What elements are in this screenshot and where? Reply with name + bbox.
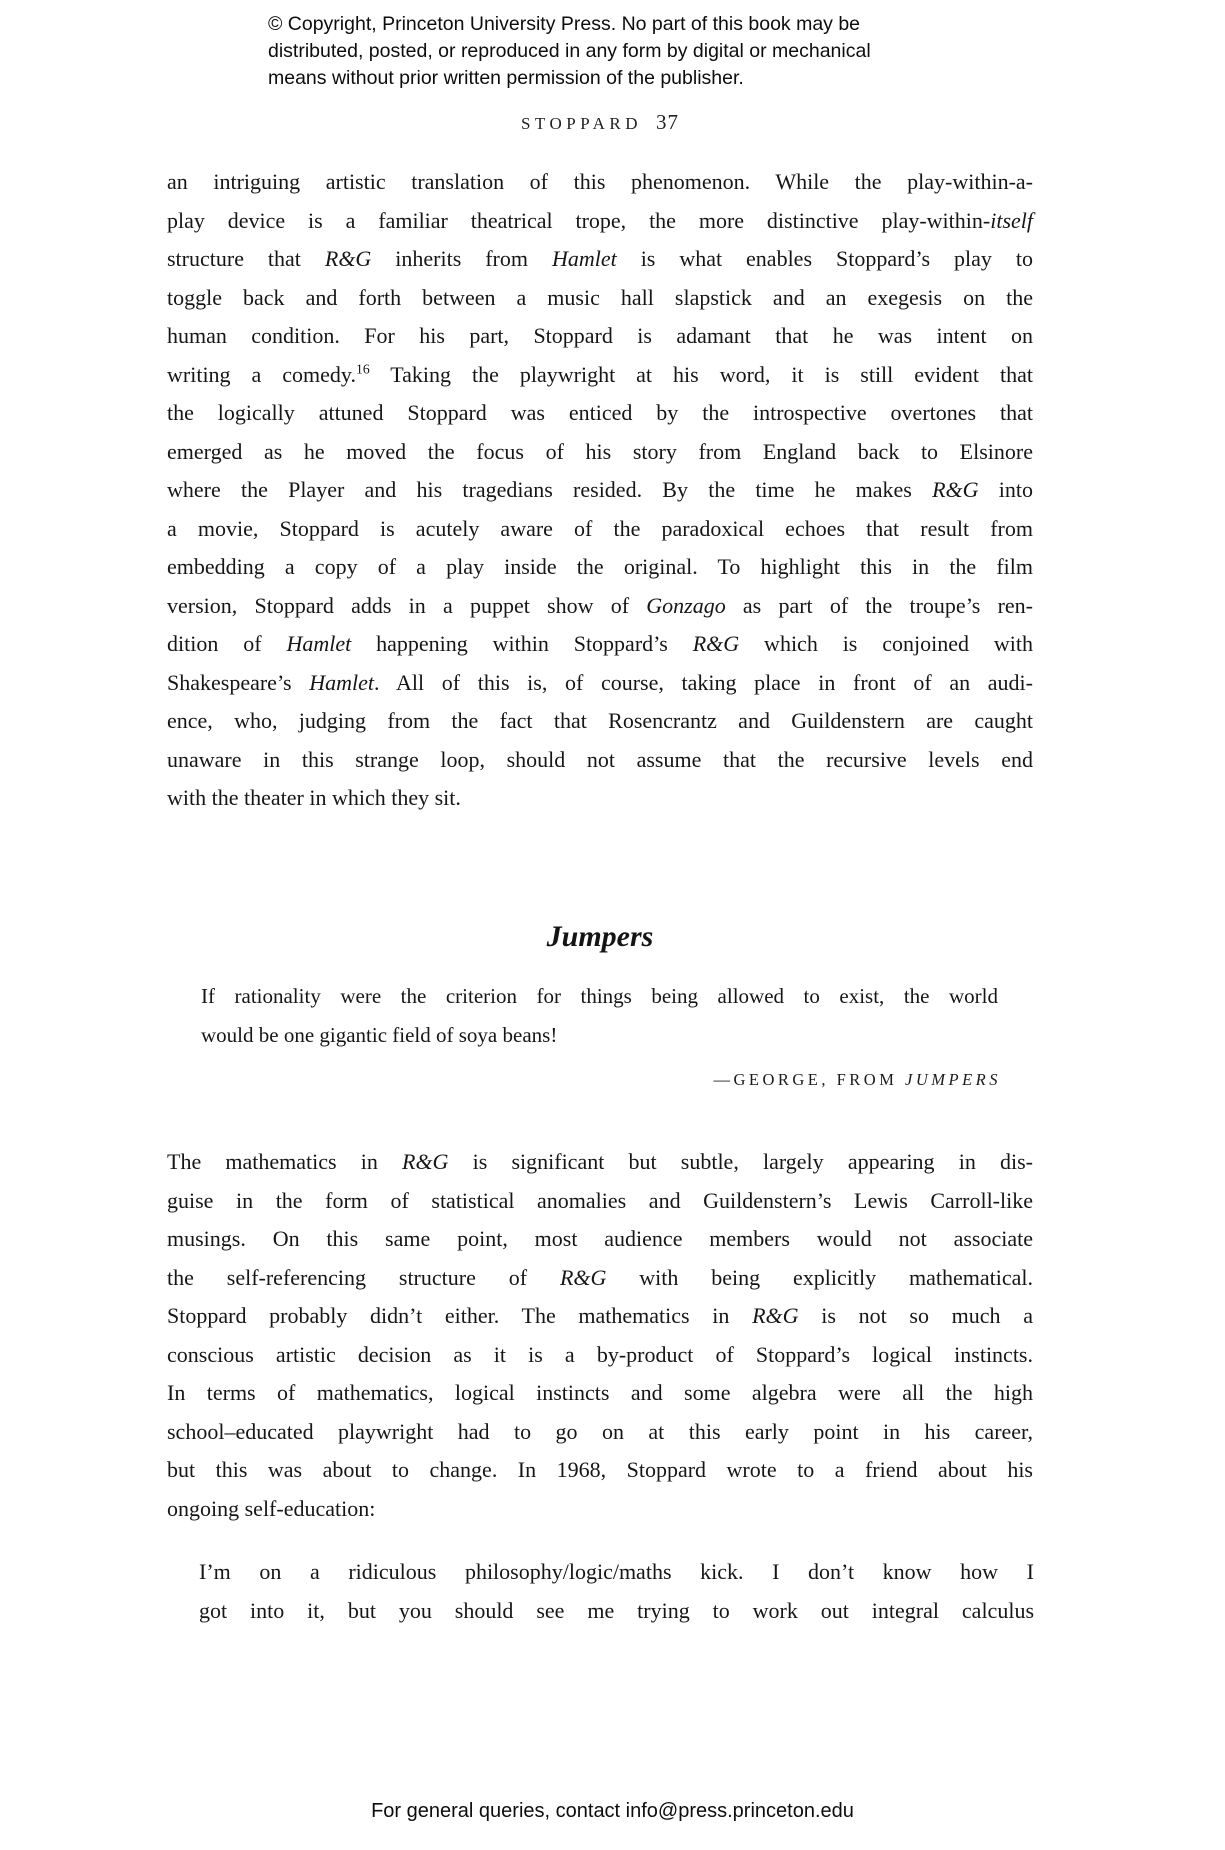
text-line: emerged as he moved the focus of his story from England back to Elsinore — [167, 438, 1033, 464]
copyright-notice — [268, 11, 988, 92]
text-line: school–educated playwright had to go on at this early point in his career, — [167, 1418, 1033, 1444]
text-line: conscious artistic decision as it is a by-product of Stoppard’s logical instincts. — [167, 1341, 1033, 1367]
text-line: where the Player and his tragedians resided. By the time he makes R&G into — [167, 477, 1033, 502]
body-paragraph-1 — [167, 163, 1033, 818]
running-header-title: STOPPARD — [520, 114, 643, 133]
text-line: version, Stoppard adds in a puppet show of Gonzago as part of the troupe’s ren- — [167, 592, 1033, 618]
block-quote — [199, 1552, 1034, 1630]
text-line: would be one gigantic field of soya beans! — [201, 1023, 558, 1047]
text-line: writing a comedy.$^{16}$ Taking the playwright at his word, it is still evident that — [167, 361, 1033, 387]
text-line: embedding a copy of a play inside the original. To highlight this in the film — [167, 554, 1033, 579]
text-line: guise in the form of statistical anomalies and Guildenstern’s Lewis Carroll-like — [167, 1187, 1033, 1213]
section-heading: Jumpers — [546, 920, 654, 953]
text-line: the logically attuned Stoppard was enticed by the introspective overtones that — [167, 400, 1033, 425]
epigraph — [201, 977, 998, 1055]
footer-contact: For general queries, contact info@press.princeton.edu — [371, 1800, 854, 1822]
text-line: © Copyright, Princeton University Press. No part of this book may be — [268, 13, 861, 35]
text-line: The mathematics in R&G is significant but subtle, largely appearing in dis- — [167, 1149, 1034, 1174]
text-line: In terms of mathematics, logical instincts and some algebra were all the high — [167, 1380, 1033, 1405]
text-line: an intriguing artistic translation of this phenomenon. While the play-within-a- — [167, 169, 1033, 194]
text-line: Stoppard probably didn’t either. The mathematics in R&G is not so much a — [167, 1303, 1033, 1328]
text-line: structure that R&G inherits from Hamlet is what enables Stoppard’s play to — [167, 246, 1033, 271]
text-line: If rationality were the criterion for things being allowed to exist, the world — [201, 984, 998, 1008]
text-line: means without prior written permission of the publisher. — [268, 67, 744, 89]
text-line: got into it, but you should see me trying to work out integral calculus — [199, 1598, 1034, 1623]
text-line: but this was about to change. In 1968, Stoppard wrote to a friend about his — [167, 1457, 1033, 1482]
text-line: human condition. For his part, Stoppard is adamant that he was intent on — [167, 323, 1033, 348]
text-line: unaware in this strange loop, should not assume that the recursive levels end — [167, 746, 1033, 772]
text-line: distributed, posted, or reproduced in any form by digital or mechanical — [268, 40, 871, 62]
text-line: I’m on a ridiculous philosophy/logic/maths kick. I don’t know how I — [199, 1559, 1034, 1584]
text-line: the self-referencing structure of R&G with being explicitly mathematical. — [167, 1264, 1033, 1290]
text-line: with the theater in which they sit. — [167, 785, 461, 810]
text-line: ence, who, judging from the fact that Rosencrantz and Guildenstern are caught — [167, 708, 1033, 733]
text-line: ongoing self-education: — [167, 1495, 376, 1521]
text-line: a movie, Stoppard is acutely aware of the paradoxical echoes that result from — [167, 515, 1033, 541]
running-header — [167, 110, 1033, 135]
text-line: toggle back and forth between a music hall slapstick and an exegesis on the — [167, 284, 1033, 310]
epigraph-attribution: —GEORGE, FROM JUMPERS — [713, 1070, 1001, 1089]
text-line: musings. On this same point, most audience members would not associate — [167, 1226, 1033, 1251]
body-paragraph-2 — [167, 1143, 1033, 1528]
text-line: dition of Hamlet happening within Stoppard’s R&G which is conjoined with — [167, 631, 1034, 656]
page-number: 37 — [656, 110, 680, 134]
text-line: Shakespeare’s Hamlet. All of this is, of course, taking place in front of an audi- — [167, 669, 1033, 695]
text-line: play device is a familiar theatrical trope, the more distinctive play-within-itself — [167, 207, 1033, 233]
